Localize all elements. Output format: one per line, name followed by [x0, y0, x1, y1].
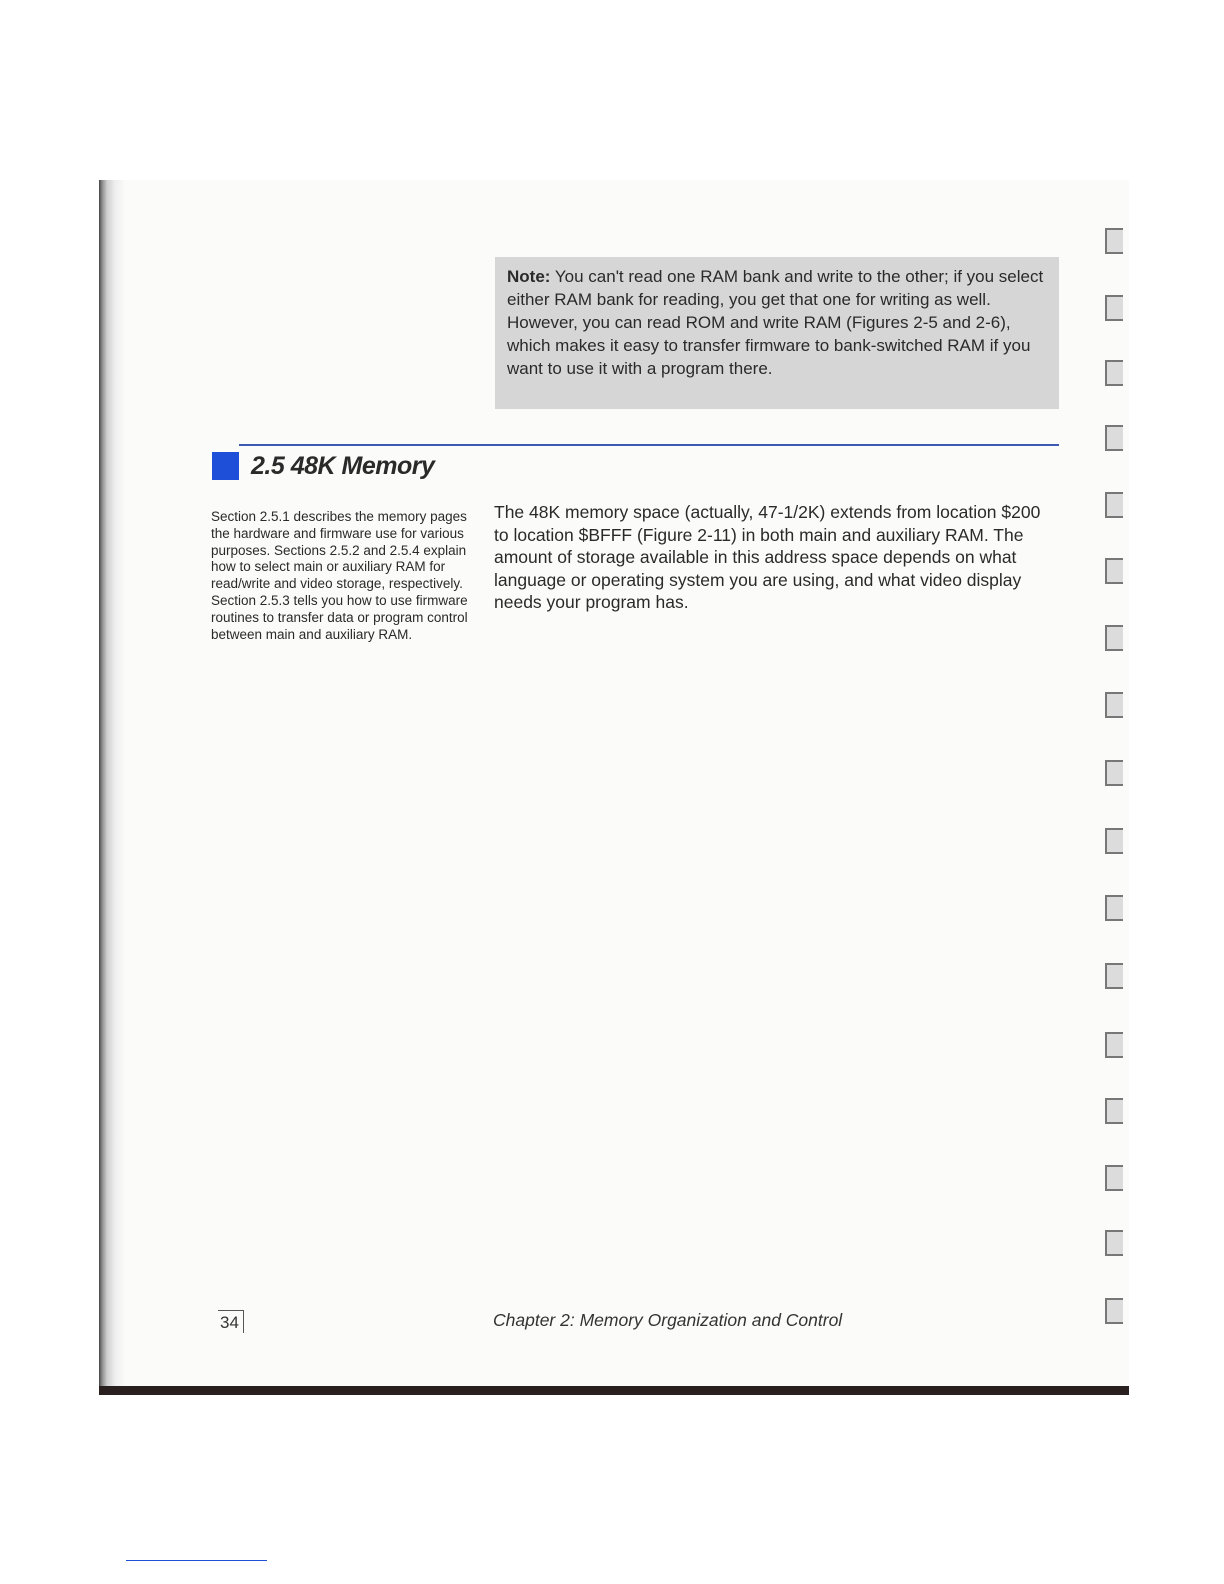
spiral-ring-icon [1105, 692, 1123, 718]
footer-rule [126, 1560, 267, 1561]
spiral-ring-icon [1105, 1230, 1123, 1256]
section-marker [212, 452, 239, 480]
note-callout [495, 257, 1059, 409]
spiral-ring-icon [1105, 492, 1123, 518]
page-number: 34 [218, 1310, 244, 1333]
spiral-ring-icon [1105, 1165, 1123, 1191]
margin-note: Section 2.5.1 describes the memory pages the hardware and firmware use for various purposes. Sections 2.5.2 and 2.5.4 explain how to select main or auxiliary RAM for read/write and video storage, respectively. Section 2.5.3 tells you how to use firmware routines to transfer data or program control between main and auxiliary RAM. [211, 509, 468, 642]
note-text: You can't read one RAM bank and write to the other; if you select either RAM bank for reading, you get that one for writing as well. However, you can read ROM and write RAM (Figures 2-5 and 2-6), which makes it easy to transfer firmware to bank-switched RAM if you want to use it with a program there. [507, 267, 1044, 378]
spiral-ring-icon [1105, 625, 1123, 651]
spiral-ring-icon [1105, 1032, 1123, 1058]
spiral-ring-icon [1105, 558, 1123, 584]
binding-shadow [99, 180, 125, 1395]
spiral-ring-icon [1105, 760, 1123, 786]
spiral-ring-icon [1105, 295, 1123, 321]
chapter-footer: Chapter 2: Memory Organization and Control [493, 1310, 843, 1330]
spiral-ring-icon [1105, 425, 1123, 451]
note-label: Note: [507, 267, 551, 286]
section-title: 2.5 48K Memory [251, 452, 435, 480]
spiral-ring-icon [1105, 828, 1123, 854]
spiral-ring-icon [1105, 1098, 1123, 1124]
spiral-ring-icon [1105, 963, 1123, 989]
section-rule [239, 444, 1059, 446]
spiral-ring-icon [1105, 895, 1123, 921]
scanned-page [99, 180, 1129, 1395]
spiral-ring-icon [1105, 1298, 1123, 1324]
spiral-ring-icon [1105, 360, 1123, 386]
page-bottom-edge [99, 1386, 1129, 1395]
body-paragraph: The 48K memory space (actually, 47-1/2K) extends from location $200 to location $BFFF (Figure 2-11) in both main and auxiliary RAM. The amount of storage available in this address space depends on what language or operating system you are using, and what video display needs your program has. [494, 502, 1041, 612]
spiral-ring-icon [1105, 228, 1123, 254]
